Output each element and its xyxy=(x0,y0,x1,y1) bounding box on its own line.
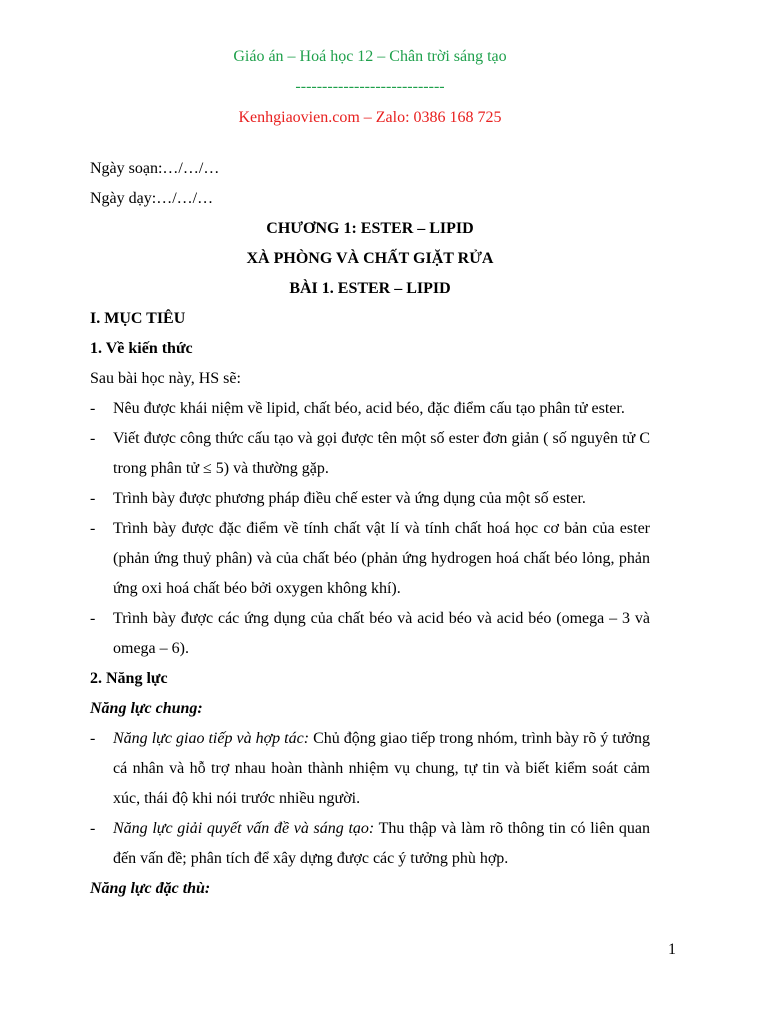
knowledge-item xyxy=(90,394,650,424)
section-objectives-title: I. MỤC TIÊU xyxy=(90,310,186,327)
knowledge-item xyxy=(90,424,650,484)
specific-competence-title: Năng lực đặc thù: xyxy=(90,880,211,897)
list-dash: - xyxy=(90,400,96,417)
knowledge-intro: Sau bài học này, HS sẽ: xyxy=(90,370,241,387)
knowledge-item-text: Viết được công thức cấu tạo và gọi được tên một số ester đơn giản ( số nguyên tử C trong phân tử ≤ 5) và thường gặp. xyxy=(113,430,650,477)
competence-item-text: Chủ động giao tiếp trong nhóm, trình bày rõ ý tưởng cá nhân và hỗ trợ nhau hoàn thành nhiệm vụ chung, tự tin và biết kiểm soát cảm xúc, thái độ khi nói trước nhiều người. xyxy=(113,730,651,807)
topic-heading: XÀ PHÒNG VÀ CHẤT GIẶT RỬA xyxy=(246,250,494,267)
knowledge-title: 1. Về kiến thức xyxy=(90,340,193,357)
list-dash: - xyxy=(90,610,96,627)
competence-item-text: Thu thập và làm rõ thông tin có liên quan đến vấn đề; phân tích để xây dựng được các ý tưởng phù hợp. xyxy=(113,820,651,867)
knowledge-item-text: Trình bày được đặc điểm về tính chất vật lí và tính chất hoá học cơ bản của ester (phản ứng thuỷ phân) và của chất béo (phản ứng hydrogen hoá chất béo lỏng, phản ứng oxi hoá chất béo bởi oxygen không khí). xyxy=(113,520,650,597)
list-dash: - xyxy=(90,490,96,507)
competence-item xyxy=(90,814,650,874)
knowledge-item xyxy=(90,484,650,514)
competence-item xyxy=(90,724,650,814)
competence-title: 2. Năng lực xyxy=(90,670,168,687)
date-prepare: Ngày soạn:…/…/… xyxy=(90,160,220,177)
knowledge-item-text: Trình bày được các ứng dụng của chất béo và acid béo và acid béo (omega – 3 và omega – 6). xyxy=(113,610,650,657)
page-number: 1 xyxy=(668,941,676,958)
document-body xyxy=(90,154,650,904)
lesson-heading: BÀI 1. ESTER – LIPID xyxy=(289,280,451,297)
list-dash: - xyxy=(90,520,96,537)
knowledge-item-text: Trình bày được phương pháp điều chế ester và ứng dụng của một số ester. xyxy=(113,490,586,507)
general-competence-title: Năng lực chung: xyxy=(90,700,203,717)
knowledge-item xyxy=(90,514,650,604)
header-title: Giáo án – Hoá học 12 – Chân trời sáng tạo xyxy=(233,48,507,65)
list-dash: - xyxy=(90,820,96,837)
chapter-heading: CHƯƠNG 1: ESTER – LIPID xyxy=(266,220,474,237)
competence-item-label: Năng lực giao tiếp và hợp tác: xyxy=(113,730,310,747)
header-separator: ---------------------------- xyxy=(295,78,445,95)
list-dash: - xyxy=(90,430,96,447)
header-contact: Kenhgiaovien.com – Zalo: 0386 168 725 xyxy=(238,109,502,126)
competence-item-label: Năng lực giải quyết vấn đề và sáng tạo: xyxy=(113,820,375,837)
date-teach: Ngày dạy:…/…/… xyxy=(90,190,214,207)
list-dash: - xyxy=(90,730,96,747)
knowledge-item xyxy=(90,604,650,664)
knowledge-item-text: Nêu được khái niệm về lipid, chất béo, acid béo, đặc điểm cấu tạo phân tử ester. xyxy=(113,400,625,417)
